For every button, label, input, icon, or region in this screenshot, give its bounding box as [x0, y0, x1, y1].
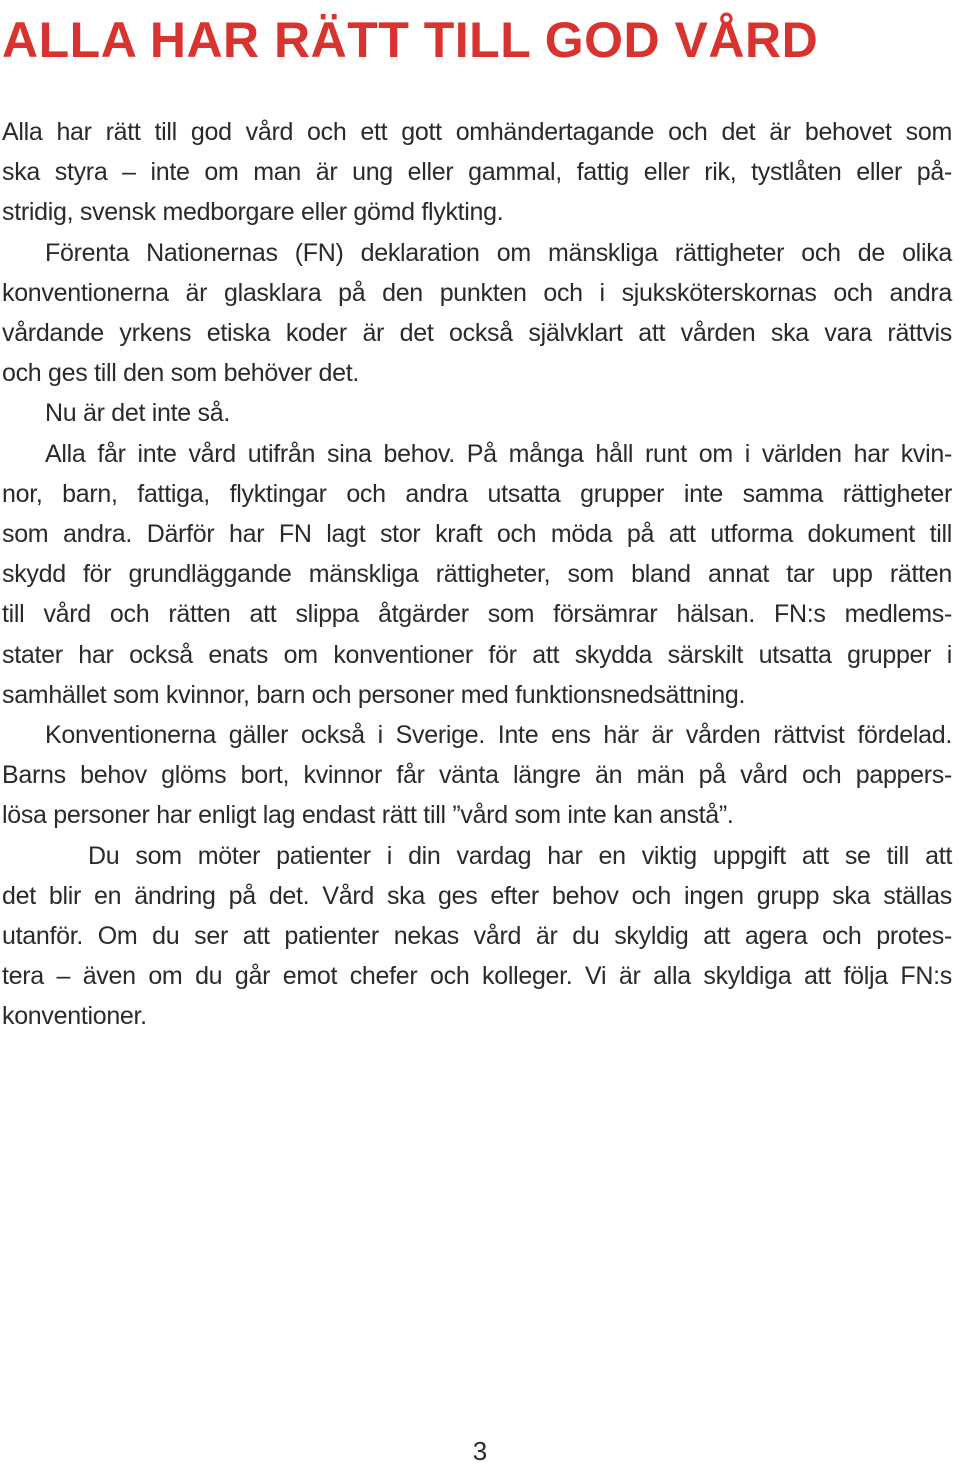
text-line: till vård och rätten att slippa åtgärder som försämrar hälsan. FN:s medlems-: [2, 600, 952, 629]
text-line: konventioner.: [2, 1002, 147, 1031]
text-line: Alla får inte vård utifrån sina behov. På många håll runt om i världen har kvin-: [45, 439, 952, 468]
text-line: tera – även om du går emot chefer och kolleger. Vi är alla skyldiga att följa FN:s: [2, 962, 952, 991]
page-number: 3: [472, 1436, 488, 1466]
text-line: samhället som kvinnor, barn och personer med funktionsnedsättning.: [2, 680, 746, 709]
text-line: Alla har rätt till god vård och ett gott omhändertagande och det är behovet som: [2, 118, 952, 146]
text-line: Barns behov glöms bort, kvinnor får vänta längre än män på vård och pappers-: [2, 761, 952, 790]
body-text: [2, 112, 952, 1037]
text-line: Konventionerna gäller också i Sverige. Inte ens här är vården rättvist fördelad.: [45, 721, 952, 750]
text-line: stridig, svensk medborgare eller gömd flykting.: [2, 198, 504, 227]
text-line: stater har också enats om konventioner för att skydda särskilt utsatta grupper i: [2, 640, 952, 669]
text-line: vårdande yrkens etiska koder är det också självklart att vården ska vara rättvis: [2, 319, 952, 348]
text-line: Nu är det inte så.: [45, 399, 230, 428]
text-line: Förenta Nationernas (FN) deklaration om mänskliga rättigheter och de olika: [45, 238, 952, 267]
text-line: utanför. Om du ser att patienter nekas vård är du skyldig att agera och protes-: [2, 922, 952, 951]
text-line: det blir en ändring på det. Vård ska ges efter behov och ingen grupp ska ställas: [2, 881, 952, 910]
text-line: som andra. Därför har FN lagt stor kraft och möda på att utforma dokument till: [2, 520, 952, 549]
text-line: ska styra – inte om man är ung eller gammal, fattig eller rik, tystlåten eller på-: [2, 158, 952, 187]
text-line: och ges till den som behöver det.: [2, 359, 359, 388]
page-title: ALLA HAR RÄTT TILL GOD VÅRD: [2, 12, 819, 68]
text-line: Du som möter patienter i din vardag har en viktig uppgift att se till att: [88, 841, 952, 870]
text-line: nor, barn, fattiga, flyktingar och andra utsatta grupper inte samma rättigheter: [2, 479, 952, 508]
text-line: skydd för grundläggande mänskliga rättigheter, som bland annat tar upp rätten: [2, 560, 952, 589]
text-line: lösa personer har enligt lag endast rätt till ”vård som inte kan anstå”.: [2, 801, 734, 830]
text-line: konventionerna är glasklara på den punkten och i sjuksköterskornas och andra: [2, 278, 952, 307]
